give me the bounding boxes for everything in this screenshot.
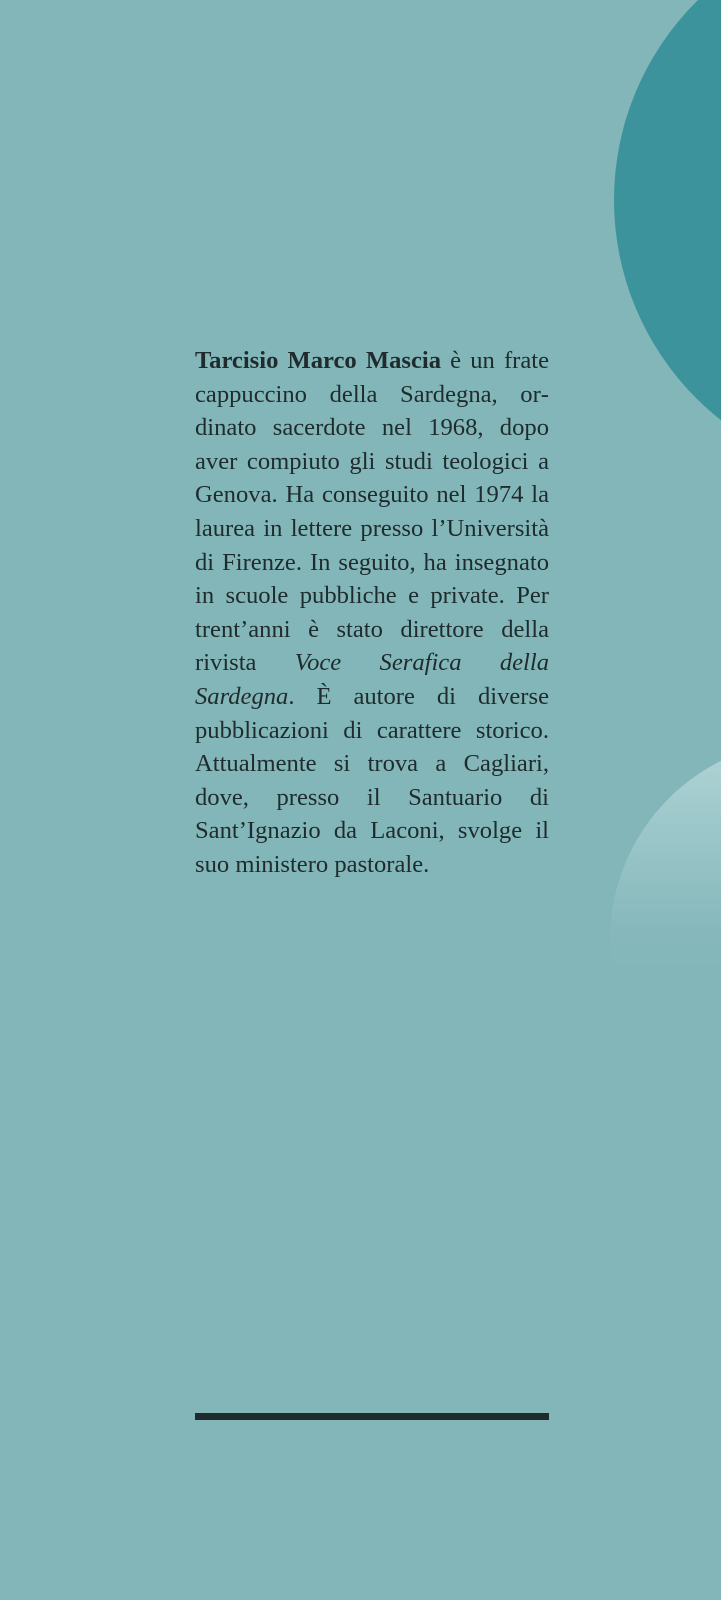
horizontal-rule — [195, 1413, 549, 1420]
biography-text-part-1: è un frate cappuccino della Sardegna, ordinato sacerdote nel 1968, dopo aver compiuto gli studi teologici a Genova. Ha conseguito nel 1974 la laurea in lettere presso l’Università di Firenze. In seguito, ha insegnato in scuole pubbliche e private. Per trent’anni è stato direttore della rivista — [195, 347, 550, 677]
author-biography — [195, 344, 549, 882]
decorative-light-circle — [610, 740, 721, 1140]
biography-text-part-2: . È autore di diverse pubblicazioni di carattere storico. Attualmente si trova a Cagliari, dove, presso il Santuario di Sant’Ignazio da Laconi, svolge il suo ministero pastorale. — [195, 682, 549, 878]
magazine-title: Voce Serafica della Sardegna — [195, 649, 549, 710]
author-name: Tarcisio Marco Mascia — [195, 347, 441, 374]
decorative-teal-circle — [614, 0, 721, 480]
